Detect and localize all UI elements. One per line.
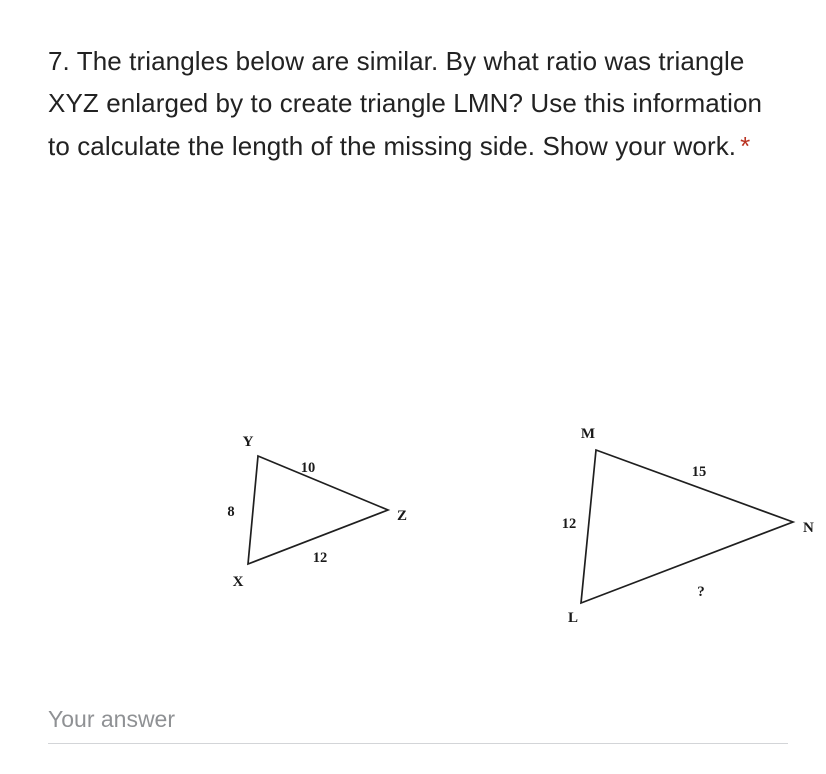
question-text: 7. The triangles below are similar. By what ratio was triangle XYZ enlarged by to create triangle LMN? Use this information to calculate the length of the missing side. Show your work. xyxy=(48,46,763,161)
triangles-svg xyxy=(48,400,814,650)
vertex-label-z: Z xyxy=(397,508,408,524)
side-label-lm: 12 xyxy=(561,516,577,532)
side-label-xy: 8 xyxy=(227,504,235,520)
vertex-label-y: Y xyxy=(242,434,254,450)
large-triangle-outline xyxy=(581,450,793,603)
triangles-figure xyxy=(48,400,814,660)
answer-area[interactable] xyxy=(48,706,788,744)
side-label-yz: 10 xyxy=(300,460,316,476)
small-triangle-outline xyxy=(248,456,388,564)
required-asterisk: * xyxy=(740,130,751,161)
question-title xyxy=(48,40,788,167)
answer-input-placeholder[interactable]: Your answer xyxy=(48,706,176,732)
vertex-label-m: M xyxy=(580,426,596,442)
vertex-label-n: N xyxy=(803,520,814,536)
side-label-ln-unknown: ? xyxy=(697,584,705,600)
large-triangle-lmn xyxy=(562,426,814,626)
small-triangle-xyz xyxy=(227,434,407,590)
answer-input-underline xyxy=(48,743,788,744)
vertex-label-l: L xyxy=(567,610,579,626)
side-label-mn: 15 xyxy=(691,464,707,480)
side-label-xz: 12 xyxy=(312,550,328,566)
question-block xyxy=(48,40,788,167)
vertex-label-x: X xyxy=(232,574,244,590)
